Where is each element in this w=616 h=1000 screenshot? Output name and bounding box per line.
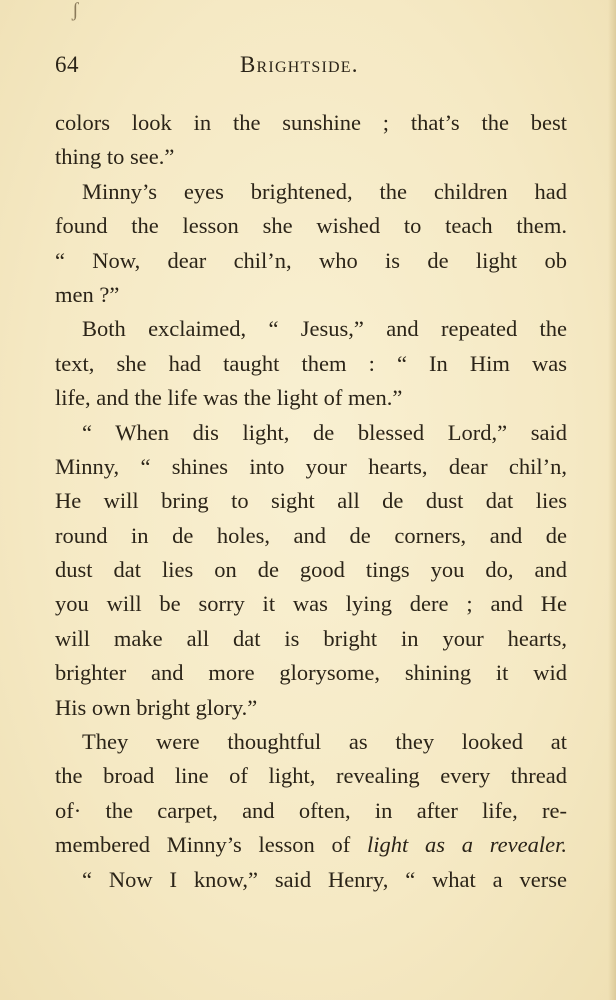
page-header (55, 52, 570, 86)
text-line: men ?” (55, 281, 120, 307)
text-line (55, 828, 567, 862)
text-line: He will bring to sight all de dust dat lies (55, 488, 567, 514)
text-line: brighter and more glorysome, shining it wid (55, 660, 567, 686)
text-line: round in de holes, and de corners, and de (55, 522, 567, 548)
text-line-italic: light as a revealer. (366, 832, 568, 858)
text-line: Minny’s eyes brightened, the children had (82, 178, 567, 204)
text-line: life, and the life was the light of men.” (55, 385, 403, 411)
text-line: of· the carpet, and often, in after life, re- (55, 797, 567, 823)
page-number: 64 (55, 52, 79, 77)
body-text (55, 106, 567, 897)
text-line: text, she had taught them : “ In Him was (55, 350, 567, 376)
running-title: Brightside. (240, 52, 359, 77)
text-line-roman: membered Minny’s lesson of (55, 832, 367, 858)
page-edge-shadow (608, 0, 616, 1000)
text-line: “ When dis light, de blessed Lord,” said (82, 419, 567, 445)
text-line: “ Now, dear chil’n, who is de light ob (55, 247, 567, 273)
text-line: Both exclaimed, “ Jesus,” and repeated the (82, 316, 567, 342)
text-line: will make all dat is bright in your hearts, (55, 625, 567, 651)
text-line: thing to see.” (55, 144, 175, 170)
text-line: the broad line of light, revealing every thread (55, 763, 567, 789)
pencil-mark: ʃ (72, 0, 79, 21)
text-line: colors look in the sunshine ; that’s the best (55, 110, 567, 135)
text-line: dust dat lies on de good tings you do, and (55, 557, 567, 583)
text-line: you will be sorry it was lying dere ; and He (55, 591, 567, 617)
text-line: His own bright glory.” (55, 694, 258, 720)
text-line: They were thoughtful as they looked at (82, 729, 567, 755)
text-line: Minny, “ shines into your hearts, dear chil’n, (55, 453, 567, 479)
text-line: found the lesson she wished to teach them. (55, 213, 567, 239)
text-line: “ Now I know,” said Henry, “ what a verse (82, 866, 567, 892)
